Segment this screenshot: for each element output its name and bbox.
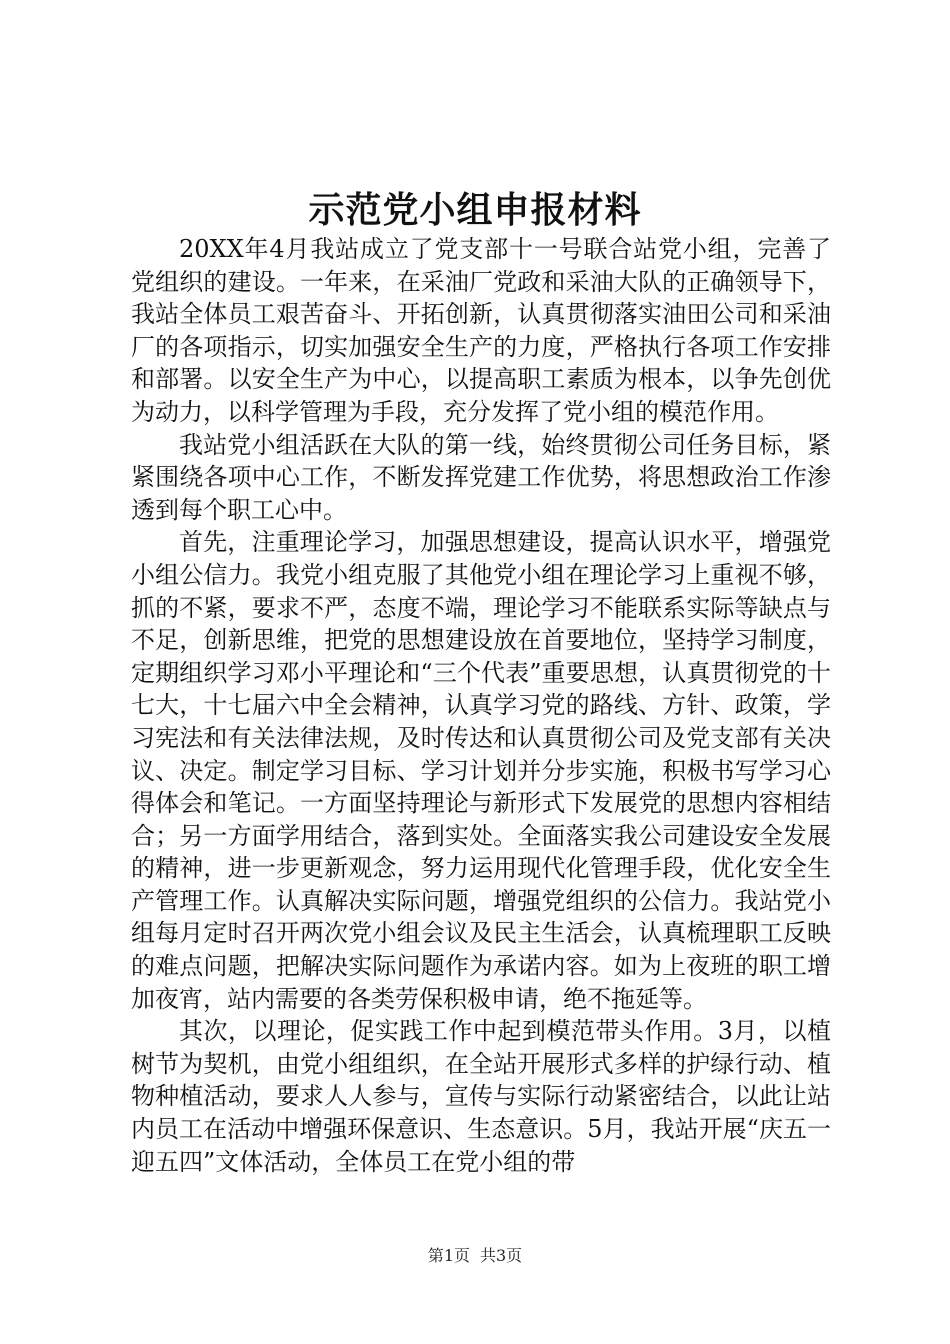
paragraph-frontline: 我站党小组活跃在大队的第一线，始终贯彻公司任务目标，紧紧围绕各项中心工作，不断发挥党建工作优势，将思想政治工作渗透到每个职工心中。 bbox=[131, 430, 831, 524]
paragraph-theory-study: 首先，注重理论学习，加强思想建设，提高认识水平，增强党小组公信力。我党小组克服了其他党小组在理论学习上重视不够，抓的不紧，要求不严，态度不端，理论学习不能联系实际等缺点与不足，创新思维，把党的思想建设放在首要地位，坚持学习制度，定期组织学习邓小平理论和“三个代表”重要思想，认真贯彻党的十七大，十七届六中全会精神，认真学习党的路线、方针、政策，学习宪法和有关法律法规，及时传达和认真贯彻公司及党支部有关决议、决定。制定学习目标、学习计划并分步实施，积极书写学习心得体会和笔记。一方面坚持理论与新形式下发展党的思想内容相结合；另一方面学用结合，落到实处。全面落实我公司建设安全发展的精神，进一步更新观念，努力运用现代化管理手段，优化安全生产管理工作。认真解决实际问题，增强党组织的公信力。我站党小组每月定时召开两次党小组会议及民主生活会，认真梳理职工反映的难点问题，把解决实际问题作为承诺内容。如为上夜班的职工增加夜宵，站内需要的各类劳保积极申请，绝不拖延等。 bbox=[131, 528, 831, 1013]
paragraph-practice: 其次，以理论，促实践工作中起到模范带头作用。3月，以植树节为契机，由党小组组织，在全站开展形式多样的护绿行动、植物种植活动，要求人人参与，宣传与实际行动紧密结合，以此让站内员工在活动中增强环保意识、生态意识。5月，我站开展“庆五一迎五四”文体活动，全体员工在党小组的带 bbox=[131, 1017, 831, 1176]
page-footer bbox=[0, 1244, 950, 1268]
paragraph-intro: 20XX年4月我站成立了党支部十一号联合站党小组，完善了党组织的建设。一年来，在采油厂党政和采油大队的正确领导下，我站全体员工艰苦奋斗、开拓创新，认真贯彻落实油田公司和采油厂的各项指示，切实加强安全生产的力度，严格执行各项工作安排和部署。以安全生产为中心，以提高职工素质为根本，以争先创优为动力，以科学管理为手段，充分发挥了党小组的模范作用。 bbox=[131, 235, 831, 426]
document-body bbox=[131, 233, 831, 1178]
document-title: 示范党小组申报材料 bbox=[308, 189, 642, 231]
page-total: 共3页 bbox=[480, 1246, 523, 1265]
page-number: 第1页 bbox=[427, 1246, 470, 1265]
